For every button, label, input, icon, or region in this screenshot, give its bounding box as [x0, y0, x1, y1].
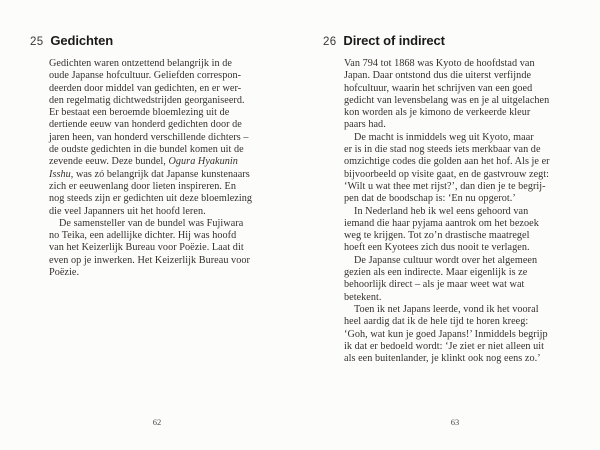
text-line	[344, 107, 550, 119]
text-line	[344, 132, 550, 144]
chapter-title: Gedichten	[50, 33, 114, 48]
page-body	[344, 58, 550, 365]
text-line	[344, 70, 550, 82]
text-segment: De Japanse cultuur wordt over het algemeen	[354, 254, 538, 266]
chapter-number: 26	[323, 36, 337, 48]
text-segment: behoorlijk direct – als je maar weet wat wat	[344, 279, 525, 291]
paragraph	[344, 255, 550, 304]
text-segment: zevende eeuw. Deze bundel,	[49, 156, 169, 168]
text-line	[49, 107, 252, 119]
text-line	[344, 95, 550, 107]
text-line	[344, 144, 550, 156]
text-segment: Japan. Daar ontstond dus die uiterst verfijnde	[344, 70, 532, 82]
chapter-heading	[30, 33, 113, 48]
text-line	[344, 206, 550, 218]
text-segment: paars had.	[344, 119, 386, 131]
text-segment: weg te krijgen. Tot zo’n drastische maatregel	[344, 230, 530, 242]
text-line	[49, 193, 252, 205]
text-line	[344, 341, 550, 353]
text-segment: Van 794 tot 1868 was Kyoto de hoofdstad van	[344, 58, 535, 69]
paragraph	[49, 218, 252, 279]
text-line	[49, 83, 252, 95]
paragraph	[344, 58, 550, 132]
text-segment: als een buitenlander, je klinkt ook nog eens zo.’	[344, 353, 541, 365]
text-line	[49, 255, 252, 267]
text-segment: ‘Goh, wat kun je goed Japans!’ Inmiddels begrijp	[344, 328, 548, 340]
text-line	[344, 279, 550, 291]
text-segment: ‘Wilt u wat thee met rijst?’, dan dien je te begrij-	[344, 180, 546, 192]
text-line	[49, 132, 252, 144]
text-segment: jaren heen, van honderd verschillende dichters –	[49, 131, 249, 143]
text-line	[49, 267, 252, 279]
text-segment: de oudste gedichten in die bundel komen uit de	[49, 144, 244, 156]
text-segment: er is in die stad nog steeds iets merkbaar van de	[344, 144, 541, 156]
text-line	[344, 353, 550, 365]
text-line	[344, 230, 550, 242]
text-line	[344, 181, 550, 193]
chapter-heading	[323, 33, 445, 48]
text-segment: oude Japanse hofcultuur. Geliefden correspon-	[49, 70, 242, 82]
text-line	[49, 144, 252, 156]
text-line	[49, 58, 252, 70]
page-number: 63	[450, 417, 460, 427]
paragraph	[344, 206, 550, 255]
text-line	[49, 95, 252, 107]
text-line	[344, 267, 550, 279]
text-line	[344, 329, 550, 341]
text-segment: heel aardig dat ik de hele tijd te horen kreeg:	[344, 316, 529, 328]
text-segment: den regelmatig dichtwedstrijden georganiseerd.	[49, 94, 245, 106]
text-line	[344, 242, 550, 254]
text-line	[49, 242, 252, 254]
text-segment: Toen ik net Japans leerde, vond ik het vooral	[354, 303, 539, 315]
text-line	[49, 156, 252, 168]
text-segment: van het Keizerlijk Bureau voor Poëzie. Laat dit	[49, 242, 244, 254]
text-segment: ik dat er bedoeld wordt: ‘Je ziet er niet alleen uit	[344, 340, 545, 352]
text-line	[344, 119, 550, 131]
paragraph	[49, 58, 252, 218]
italic-text: Ogura Hyakunin	[168, 156, 238, 168]
paragraph	[344, 304, 550, 365]
text-line	[344, 316, 550, 328]
text-line	[344, 292, 550, 304]
text-segment: no Teika, een adellijke dichter. Hij was hoofd	[49, 230, 237, 242]
text-line	[344, 83, 550, 95]
text-segment: iemand die haar pyjama aantrok om het bezoek	[344, 217, 539, 229]
text-line	[344, 58, 550, 70]
text-segment: hofcultuur, waarin het schrijven van een goed	[344, 82, 533, 94]
text-line	[344, 156, 550, 168]
text-segment: pen dat de boodschap is: ‘En nu opgerot.’	[344, 193, 516, 205]
text-segment: nog steeds zijn er gedichten uit deze bloemlezing	[49, 193, 253, 205]
text-line	[344, 218, 550, 230]
text-segment: Er bestaat een beroemde bloemlezing uit de	[49, 107, 230, 119]
text-segment: In Nederland heb ik wel eens gehoord van	[354, 205, 529, 217]
text-segment: De macht is inmiddels weg uit Kyoto, maar	[354, 131, 534, 143]
text-segment: bijvoorbeeld op visite gaat, en de gastvrouw zegt:	[344, 168, 550, 180]
text-segment: was zó belangrijk dat Japanse kunstenaars	[73, 168, 250, 180]
text-line	[344, 169, 550, 181]
text-segment: hoeft een Kyotees zich dus nooit te verlagen.	[344, 242, 530, 254]
text-line	[49, 206, 252, 218]
text-segment: die veel Japanners uit het hoofd leren.	[49, 205, 206, 217]
text-line	[344, 193, 550, 205]
chapter-number: 25	[30, 36, 44, 48]
italic-text: Isshu,	[49, 168, 74, 180]
text-segment: Gedichten waren ontzettend belangrijk in de	[49, 58, 232, 69]
text-line	[49, 181, 252, 193]
text-segment: kon worden als je kimono de verkeerde kleur	[344, 107, 531, 119]
text-line	[49, 119, 252, 131]
text-segment: zich er eeuwenlang door lieten inspireren. En	[49, 180, 236, 192]
text-segment: even op je inwerken. Het Keizerlijk Bureau voor	[49, 254, 250, 266]
page-right	[300, 0, 600, 450]
text-segment: dertiende eeuw van honderd gedichten door de	[49, 119, 242, 131]
text-line	[344, 304, 550, 316]
chapter-title: Direct of indirect	[343, 33, 445, 48]
text-segment: omzichtige codes die golden aan het hof. Als je er	[344, 156, 550, 168]
text-segment: gezien als een indirecte. Maar eigenlijk is ze	[344, 267, 528, 279]
page-body	[49, 58, 252, 279]
text-line	[49, 218, 252, 230]
page-number: 62	[152, 417, 162, 427]
text-line	[49, 230, 252, 242]
text-segment: De samensteller van de bundel was Fujiwara	[59, 217, 244, 229]
text-segment: betekent.	[344, 291, 382, 303]
text-segment: Poëzie.	[49, 267, 80, 279]
paragraph	[344, 132, 550, 206]
text-segment: deerden door middel van gedichten, en er wer-	[49, 82, 242, 94]
text-line	[49, 169, 252, 181]
text-segment: gedicht van levensbelang was en je al uitgelachen	[344, 94, 550, 106]
text-line	[344, 255, 550, 267]
text-line	[49, 70, 252, 82]
